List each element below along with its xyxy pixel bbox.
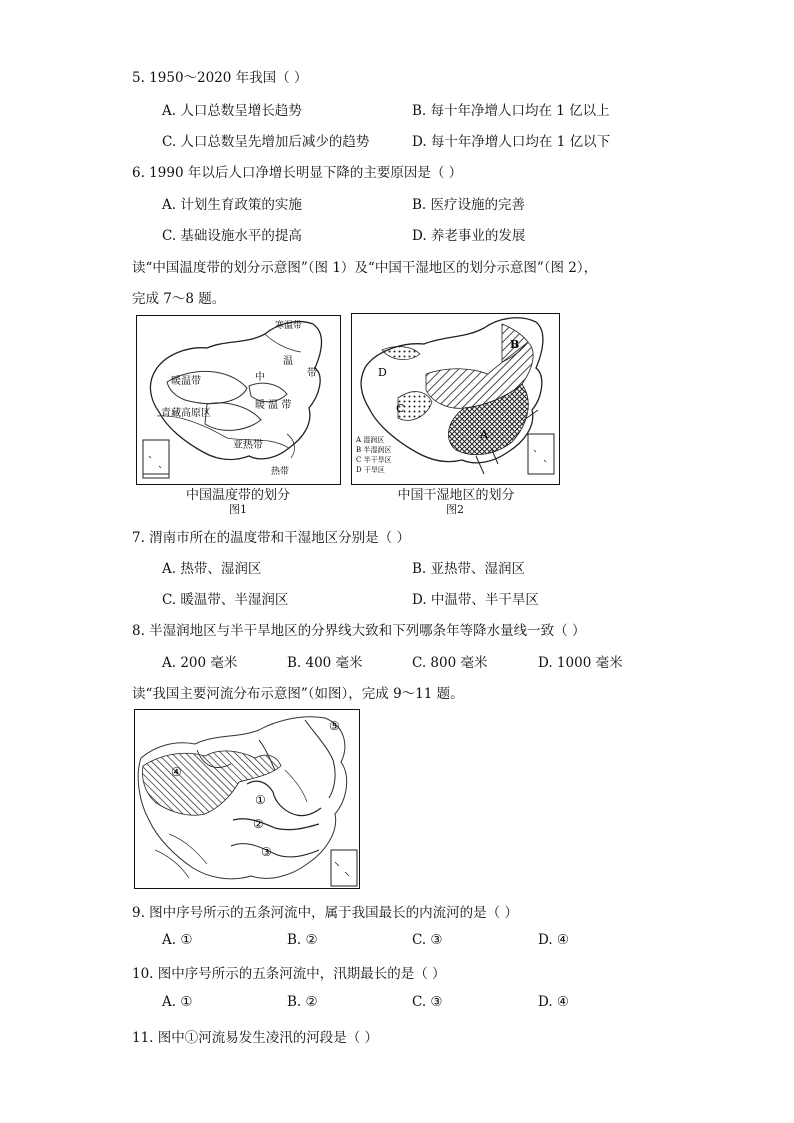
question-9-stem: 9. 图中序号所示的五条河流中，属于我国最长的内流河的是（ ） [132,905,518,921]
question-7-stem: 7. 渭南市所在的温度带和干湿地区分别是（ ） [132,530,410,546]
label-tropical-zone: 热带 [271,467,290,477]
label-river-3: ③ [261,845,272,859]
legend-item-a: A 湿润区 [356,436,385,444]
dry-wet-region-map [351,313,560,485]
river-distribution-map [134,709,360,889]
intro-7-8-line1: 读“中国温度带的划分示意图”（图 1）及“中国干湿地区的划分示意图”（图 2）， [132,260,598,276]
question-5-option-c: C. 人口总数呈先增加后减少的趋势 [162,134,370,150]
label-river-5: ⑤ [329,719,340,733]
question-9-option-b: B. ② [287,932,318,948]
legend-item-d: D 干旱区 [356,466,385,474]
question-6-option-b: B. 医疗设施的完善 [412,197,526,213]
label-warm-zone-west: 暖温带 [171,376,201,387]
question-10-option-b: B. ② [287,994,318,1010]
question-10-option-a: A. ① [162,994,193,1010]
question-7-option-b: B. 亚热带、湿润区 [412,561,526,577]
label-river-2: ② [253,817,264,831]
label-plateau-zone: 青藏高原区 [161,408,211,419]
label-region-b: B [510,338,520,351]
question-8-option-a: A. 200 毫米 [162,655,238,671]
question-6-option-a: A. 计划生育政策的实施 [162,197,302,213]
label-river-4: ④ [171,765,182,779]
label-river-1: ① [255,793,266,807]
figure-1-number: 图1 [229,503,247,516]
legend-item-b: B 半湿润区 [356,446,392,454]
question-6-stem: 6. 1990 年以后人口净增长明显下降的主要原因是（ ） [132,165,463,181]
temperature-zone-map [136,315,341,485]
question-5-option-b: B. 每十年净增人口均在 1 亿以上 [412,103,610,119]
question-8-option-c: C. 800 毫米 [412,655,488,671]
question-5-option-a: A. 人口总数呈增长趋势 [162,103,302,119]
question-6-option-c: C. 基础设施水平的提高 [162,228,302,244]
question-6-option-d: D. 养老事业的发展 [412,228,526,244]
question-10-option-d: D. ④ [538,994,570,1010]
label-region-d: D [378,366,387,379]
question-7-option-d: D. 中温带、半干旱区 [412,592,539,608]
question-5-stem: 5. 1950～2020 年我国（ ） [132,70,308,86]
label-mid-zone-1: 温 [283,356,293,367]
question-8-stem: 8. 半湿润地区与半干旱地区的分界线大致和下列哪条年等降水量线一致（ ） [132,623,586,639]
figure-2-caption: 中国干湿地区的划分 [397,488,515,503]
label-subtropical-zone: 亚热带 [233,440,263,451]
figure-2-number: 图2 [446,503,464,516]
question-7-option-a: A. 热带、湿润区 [162,561,262,577]
question-9-option-a: A. ① [162,932,193,948]
intro-9-11-line1: 读“我国主要河流分布示意图”（如图），完成 9～11 题。 [132,686,464,702]
question-9-option-d: D. ④ [538,932,570,948]
legend-item-c: C 半干旱区 [356,456,392,464]
question-8-option-d: D. 1000 毫米 [538,655,623,671]
label-region-a: A [480,428,488,441]
question-5-option-d: D. 每十年净增人口均在 1 亿以下 [412,134,611,150]
question-10-stem: 10. 图中序号所示的五条河流中，汛期最长的是（ ） [132,966,446,982]
question-9-option-c: C. ③ [412,932,443,948]
label-warm-zone-east: 暖 温 带 [255,400,292,411]
question-8-option-b: B. 400 毫米 [287,655,363,671]
figure-1-caption: 中国温度带的划分 [185,488,290,503]
intro-7-8-line2: 完成 7～8 题。 [132,291,226,307]
label-region-c: C [396,402,405,415]
label-mid-zone-2: 带 [307,368,317,379]
question-11-stem: 11. 图中①河流易发生凌汛的河段是（ ） [132,1030,379,1046]
question-10-option-c: C. ③ [412,994,443,1010]
label-mid-zone-zhong: 中 [255,372,265,383]
label-cold-zone: 寒温带 [275,321,303,331]
question-7-option-c: C. 暖温带、半湿润区 [162,592,289,608]
